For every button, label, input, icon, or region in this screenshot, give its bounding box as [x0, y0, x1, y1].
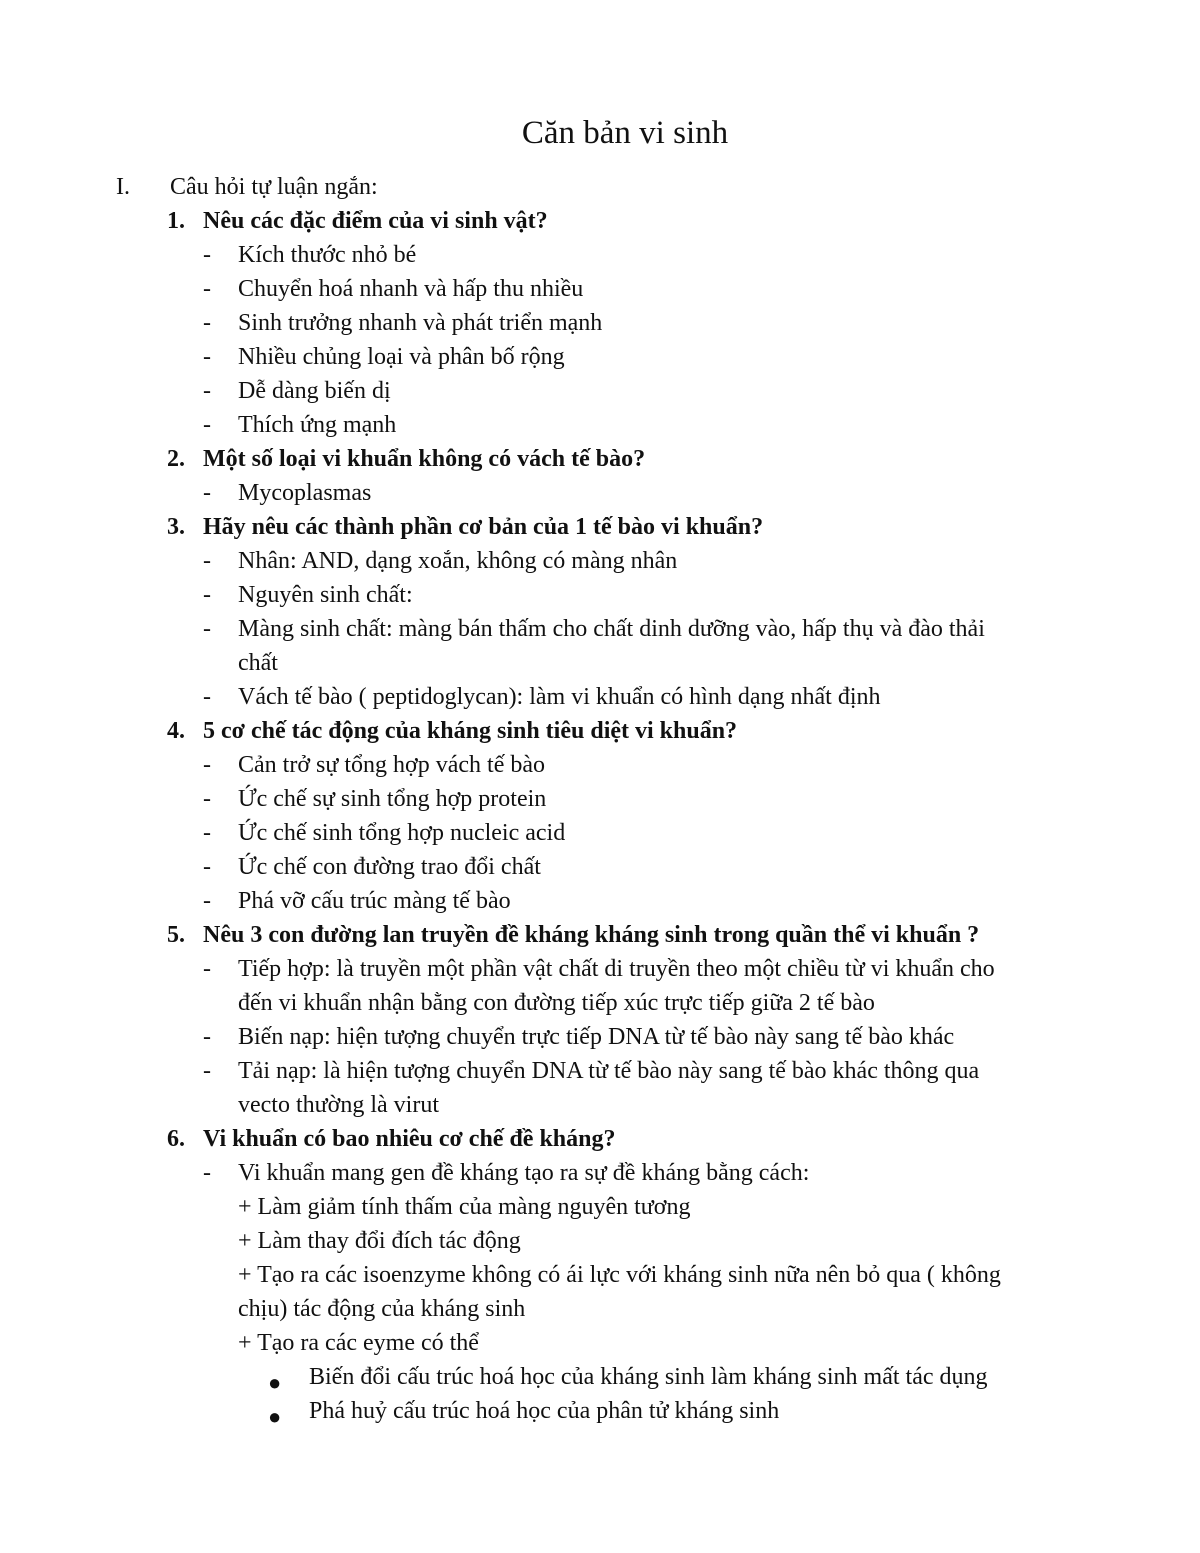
- answer-text: Màng sinh chất: màng bán thấm cho chất dinh dưỡng vào, hấp thụ và đào thải: [238, 616, 985, 642]
- answer-text: chịu) tác động của kháng sinh: [238, 1296, 526, 1322]
- dash-marker: -: [203, 480, 211, 506]
- dash-marker: -: [203, 820, 211, 846]
- question-number: 3.: [167, 514, 185, 540]
- answer-item: [0, 340, 1200, 374]
- answer-text: Nguyên sinh chất:: [238, 582, 413, 608]
- answer-item: [0, 272, 1200, 306]
- answer-continuation: [0, 1326, 1200, 1360]
- answer-continuation: [0, 986, 1200, 1020]
- dash-marker: -: [203, 276, 211, 302]
- answer-item: [0, 374, 1200, 408]
- answer-continuation: [0, 1190, 1200, 1224]
- answer-item: [0, 748, 1200, 782]
- bullet-icon: ●: [268, 1404, 282, 1429]
- question-text: Hãy nêu các thành phần cơ bản của 1 tế bào vi khuẩn?: [203, 514, 764, 540]
- answer-item: [0, 238, 1200, 272]
- answer-text: vecto thường là virut: [238, 1092, 439, 1118]
- dash-marker: -: [203, 854, 211, 880]
- answer-text: + Làm thay đổi đích tác động: [238, 1228, 521, 1254]
- question-number: 6.: [167, 1126, 185, 1152]
- answer-text: + Tạo ra các isoenzyme không có ái lực với kháng sinh nữa nên bỏ qua ( không: [238, 1262, 1001, 1288]
- answer-item: [0, 408, 1200, 442]
- dash-marker: -: [203, 378, 211, 404]
- answer-item: [0, 850, 1200, 884]
- dash-marker: -: [203, 310, 211, 336]
- question-number: 2.: [167, 446, 185, 472]
- question-text: Nêu 3 con đường lan truyền đề kháng kháng sinh trong quần thể vi khuẩn ?: [203, 922, 980, 948]
- answer-text: Tiếp hợp: là truyền một phần vật chất di truyền theo một chiều từ vi khuẩn cho: [238, 956, 995, 982]
- document-body: [0, 170, 1200, 1428]
- bullet-text: Phá huỷ cấu trúc hoá học của phân tử kháng sinh: [309, 1398, 780, 1424]
- question-3: [0, 510, 1200, 544]
- answer-continuation: [0, 1292, 1200, 1326]
- dash-marker: -: [203, 752, 211, 778]
- answer-text: + Tạo ra các eyme có thể: [238, 1330, 479, 1356]
- answer-item: [0, 306, 1200, 340]
- question-number: 4.: [167, 718, 185, 744]
- answer-item: [0, 1156, 1200, 1190]
- answer-item: [0, 1020, 1200, 1054]
- bullet-item: [0, 1360, 1200, 1394]
- answer-continuation: [0, 1088, 1200, 1122]
- answer-text: Mycoplasmas: [238, 480, 372, 506]
- question-5: [0, 918, 1200, 952]
- answer-continuation: [0, 1258, 1200, 1292]
- answer-text: Tải nạp: là hiện tượng chuyển DNA từ tế bào này sang tế bào khác thông qua: [238, 1058, 980, 1084]
- dash-marker: -: [203, 888, 211, 914]
- section-heading: [0, 170, 1200, 204]
- bullet-icon: ●: [268, 1370, 282, 1395]
- answer-text: Chuyển hoá nhanh và hấp thu nhiều: [238, 276, 584, 302]
- answer-item: [0, 476, 1200, 510]
- question-6: [0, 1122, 1200, 1156]
- answer-continuation: [0, 1224, 1200, 1258]
- answer-text: Vách tế bào ( peptidoglycan): làm vi khuẩn có hình dạng nhất định: [238, 684, 881, 710]
- dash-marker: -: [203, 1058, 211, 1084]
- question-text: Vi khuẩn có bao nhiêu cơ chế đề kháng?: [203, 1126, 616, 1152]
- answer-text: Biến nạp: hiện tượng chuyển trực tiếp DNA từ tế bào này sang tế bào khác: [238, 1024, 955, 1050]
- answer-text: đến vi khuẩn nhận bằng con đường tiếp xúc trực tiếp giữa 2 tế bào: [238, 990, 875, 1016]
- dash-marker: -: [203, 242, 211, 268]
- answer-text: Ức chế con đường trao đổi chất: [238, 854, 541, 880]
- answer-text: Sinh trưởng nhanh và phát triển mạnh: [238, 310, 603, 336]
- answer-item: [0, 884, 1200, 918]
- answer-text: + Làm giảm tính thấm của màng nguyên tương: [238, 1194, 691, 1220]
- answer-text: Cản trở sự tổng hợp vách tế bào: [238, 752, 545, 778]
- answer-item: [0, 952, 1200, 986]
- dash-marker: -: [203, 1160, 211, 1186]
- question-4: [0, 714, 1200, 748]
- dash-marker: -: [203, 412, 211, 438]
- answer-item: [0, 816, 1200, 850]
- bullet-item: [0, 1394, 1200, 1428]
- question-text: Nêu các đặc điểm của vi sinh vật?: [203, 208, 548, 234]
- question-number: 1.: [167, 208, 185, 234]
- answer-text: Dễ dàng biến dị: [238, 378, 391, 404]
- answer-text: chất: [238, 650, 278, 676]
- answer-text: Thích ứng mạnh: [238, 412, 397, 438]
- bullet-text: Biến đổi cấu trúc hoá học của kháng sinh làm kháng sinh mất tác dụng: [309, 1364, 988, 1390]
- answer-item: [0, 1054, 1200, 1088]
- answer-text: Nhiều chủng loại và phân bố rộng: [238, 344, 565, 370]
- dash-marker: -: [203, 344, 211, 370]
- dash-marker: -: [203, 1024, 211, 1050]
- question-2: [0, 442, 1200, 476]
- answer-text: Phá vỡ cấu trúc màng tế bào: [238, 888, 511, 914]
- question-number: 5.: [167, 922, 185, 948]
- answer-text: Nhân: AND, dạng xoắn, không có màng nhân: [238, 548, 678, 574]
- answer-text: Vi khuẩn mang gen đề kháng tạo ra sự đề kháng bằng cách:: [238, 1160, 810, 1186]
- section-numeral: I.: [116, 174, 130, 200]
- section-heading-text: Câu hỏi tự luận ngắn:: [170, 174, 378, 200]
- answer-item: [0, 612, 1200, 646]
- answer-item: [0, 578, 1200, 612]
- page-title: Căn bản vi sinh: [521, 115, 729, 151]
- dash-marker: -: [203, 786, 211, 812]
- answer-continuation: [0, 646, 1200, 680]
- dash-marker: -: [203, 684, 211, 710]
- dash-marker: -: [203, 616, 211, 642]
- answer-item: [0, 680, 1200, 714]
- question-text: Một số loại vi khuẩn không có vách tế bào?: [203, 446, 646, 472]
- dash-marker: -: [203, 548, 211, 574]
- dash-marker: -: [203, 582, 211, 608]
- answer-text: Ức chế sự sinh tổng hợp protein: [238, 786, 547, 812]
- dash-marker: -: [203, 956, 211, 982]
- answer-item: [0, 544, 1200, 578]
- answer-item: [0, 782, 1200, 816]
- answer-text: Ức chế sinh tổng hợp nucleic acid: [238, 820, 566, 846]
- answer-text: Kích thước nhỏ bé: [238, 242, 417, 268]
- question-1: [0, 204, 1200, 238]
- question-text: 5 cơ chế tác động của kháng sinh tiêu diệt vi khuẩn?: [203, 718, 738, 744]
